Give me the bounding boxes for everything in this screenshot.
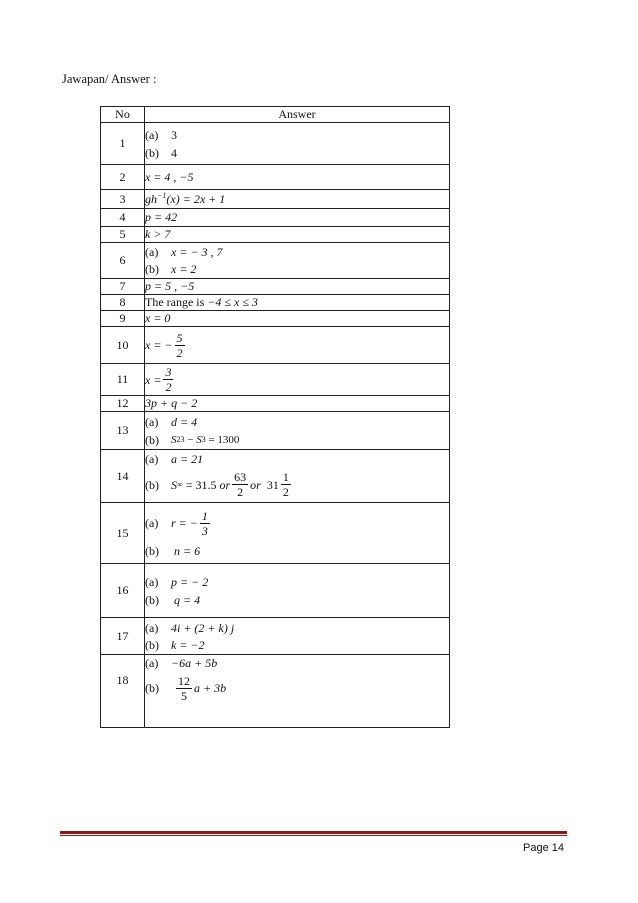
answer-part: x = − [145,338,173,352]
answer-value: x = 2 [171,262,197,276]
row-number: 7 [101,279,145,295]
fraction-numerator: 63 [234,470,247,484]
part-label: (b) [145,638,159,652]
page-heading: Jawapan/ Answer : [62,72,157,86]
answer-cell [145,295,450,311]
fraction [176,674,192,703]
answer-cell [145,190,450,209]
answer-part: a + 3b [194,681,227,695]
part-label: (a) [145,574,159,589]
answer-cell: p = 42 [145,209,450,227]
part-label: (b) [145,592,159,607]
row-number: 3 [101,190,145,209]
part-label: (a) [145,452,159,466]
answer-value: a = 21 [171,452,204,466]
answer-table [100,106,450,728]
fraction-denominator: 3 [201,523,208,538]
answer-part: S [171,433,177,446]
answer-part: (x) = 2x + 1 [166,192,226,206]
answer-value: 4 [171,145,177,160]
row-number: 18 [101,655,145,728]
fraction-denominator: 2 [237,485,244,499]
table-row [101,165,450,190]
fraction [281,470,291,499]
row-number: 12 [101,396,145,412]
answer-subscript: 3 [201,434,206,444]
fraction [200,509,210,538]
row-number: 2 [101,165,145,190]
part-label: (a) [145,245,159,259]
row-number: 1 [101,123,145,165]
answer-part: = 31.5 [185,477,217,492]
table-row [101,209,450,227]
table-row [101,190,450,209]
fraction-denominator: 2 [165,380,172,394]
footer-rule-thin [60,835,567,836]
answer-cell [145,243,450,279]
answer-cell: p = 5 , −5 [145,279,450,295]
answer-part: gh [145,192,157,206]
part-label: (b) [145,477,159,492]
answer-part: or [219,477,231,492]
answer-cell [145,618,450,655]
table-row [101,503,450,564]
answer-subscript: ∞ [177,479,183,489]
fraction-denominator: 5 [181,688,187,703]
answer-cell: 3p + q − 2 [145,396,450,412]
part-label: (a) [145,414,159,429]
row-number: 16 [101,564,145,618]
part-label: (b) [145,262,159,276]
answer-part: x = [145,372,162,387]
table-row [101,450,450,503]
column-header-no: No [101,107,145,123]
table-row [101,655,450,728]
table-row [101,243,450,279]
footer-rule [60,831,567,834]
answer-value: q = 4 [174,592,201,607]
table-row [101,412,450,450]
part-label: (a) [145,656,159,670]
answer-cell [145,655,450,728]
answer-part: = 1300 [208,433,240,446]
answer-subscript: 23 [176,434,185,444]
table-row [101,618,450,655]
fraction-numerator: 1 [282,470,289,484]
table-row [101,227,450,243]
table-row [101,396,450,412]
row-number: 9 [101,311,145,327]
column-header-answer: Answer [145,107,450,123]
answer-value: −4 ≤ x ≤ 3 [207,295,258,309]
row-number: 5 [101,227,145,243]
answer-value: n = 6 [174,544,201,558]
answer-value: −6a + 5b [171,656,218,670]
row-number: 4 [101,209,145,227]
fraction [232,470,248,499]
answer-cell [145,564,450,618]
fraction-denominator: 2 [176,345,183,360]
table-header-row [101,107,450,123]
fraction-numerator: 3 [165,365,172,379]
answer-value: p = − 2 [171,574,209,589]
row-number: 17 [101,618,145,655]
fraction [175,331,185,360]
row-number: 10 [101,327,145,364]
row-number: 15 [101,503,145,564]
answer-part: or [250,477,261,492]
answer-cell: x = 4 , −5 [145,165,450,190]
answer-text: The range is [145,295,205,309]
table-row [101,279,450,295]
table-row [101,295,450,311]
part-label: (b) [145,145,159,160]
fraction-numerator: 12 [178,673,190,688]
part-label: (b) [145,544,159,558]
answer-cell [145,503,450,564]
answer-value: 4i + (2 + k) j [171,620,235,635]
answer-value: 3 [171,127,177,142]
answer-cell [145,123,450,165]
answer-cell [145,327,450,364]
answer-value: k = −2 [171,638,205,652]
part-label: (a) [145,516,159,530]
table-row [101,364,450,396]
answer-cell [145,412,450,450]
table-row [101,564,450,618]
part-label: (a) [145,620,159,635]
row-number: 6 [101,243,145,279]
answer-part: 31 [266,477,279,492]
answer-superscript: −1 [157,191,167,200]
answer-cell: x = 0 [145,311,450,327]
table-row [101,311,450,327]
answer-value: x = − 3 , 7 [171,245,223,259]
answer-cell: k > 7 [145,227,450,243]
part-label: (b) [145,432,159,447]
answer-part: S [196,433,202,446]
fraction-denominator: 2 [282,485,289,499]
part-label: (b) [145,681,159,695]
answer-value: d = 4 [171,414,198,429]
fraction [163,365,173,394]
page-number: Page 14 [523,842,564,854]
answer-part: r = − [171,516,198,530]
table-row [101,327,450,364]
row-number: 11 [101,364,145,396]
fraction-numerator: 5 [176,330,183,345]
row-number: 13 [101,412,145,450]
fraction-numerator: 1 [201,508,208,523]
answer-cell [145,364,450,396]
part-label: (a) [145,127,159,142]
answer-cell [145,450,450,503]
table-row [101,123,450,165]
row-number: 14 [101,450,145,503]
answer-part: − [187,433,194,446]
row-number: 8 [101,295,145,311]
answer-part: S [171,477,177,492]
